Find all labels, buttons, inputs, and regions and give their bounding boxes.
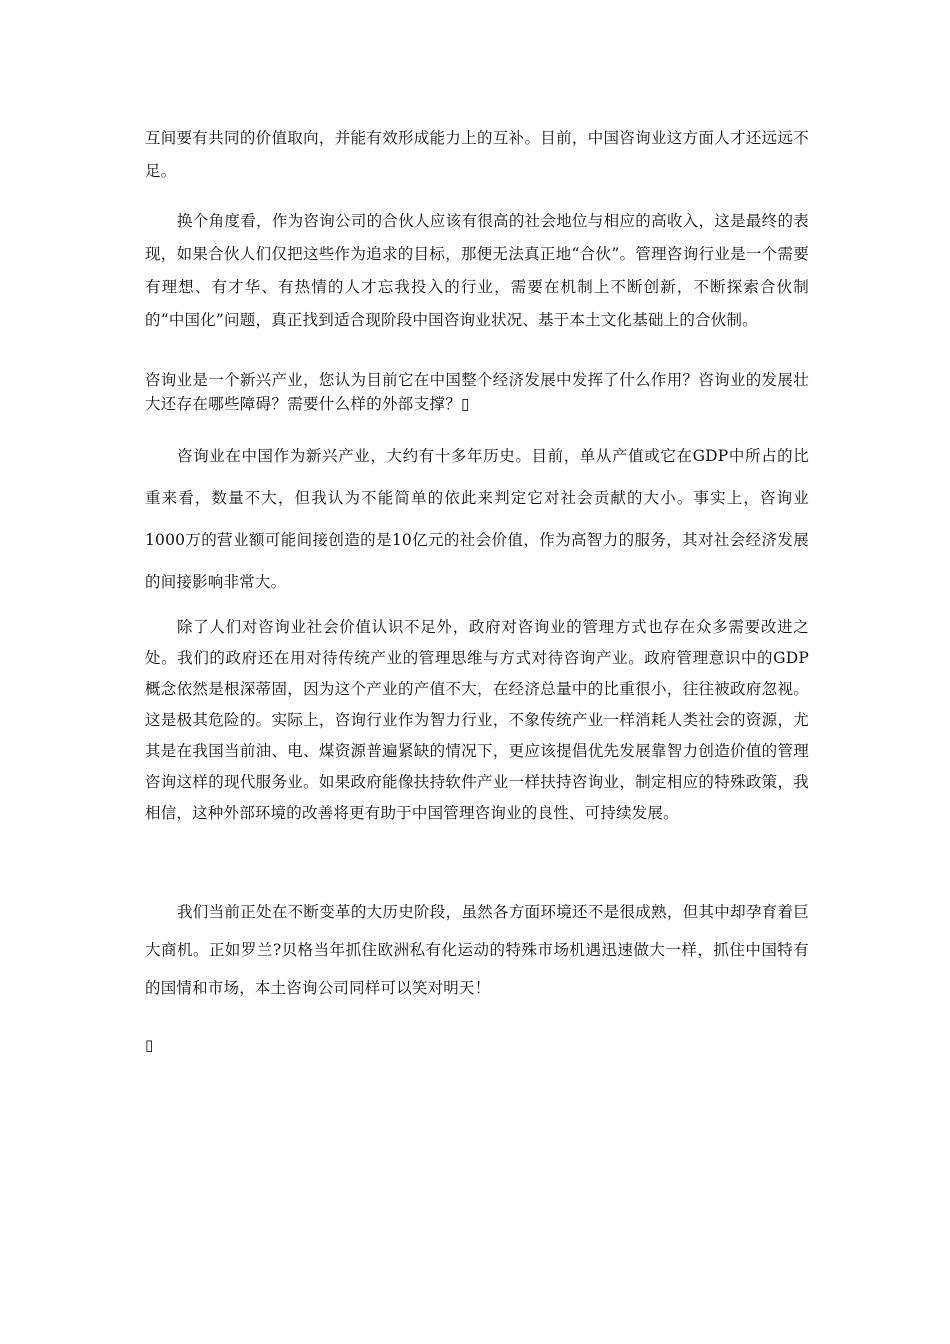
paragraph-talent-gap [145,122,809,188]
paragraph-text: 咨询业在中国作为新兴产业，大约有十多年历史。目前，单从产值或它在GDP中所占的比重来看，数量不大，但我认为不能简单的依此来判定它对社会贡献的大小。事实上，咨询业1000万的营业额可能间接创造的是10亿元的社会价值，作为高智力的服务，其对社会经济发展的间接影响非常大。 [145,447,809,591]
paragraph-government-policy [145,612,809,829]
paragraph-industry-role [145,435,809,603]
missing-glyph-icon: ▯ [145,1036,154,1054]
paragraph-text: 我们当前正处在不断变革的大历史阶段，虽然各方面环境还不是很成熟，但其中却孕育着巨大商机。正如罗兰?贝格当年抓住欧洲私有化运动的特殊市场机遇迅速做大一样，抓住中国特有的国情和市场，本土咨询公司同样可以笑对明天！ [145,903,809,997]
missing-glyph-icon: ▯ [461,395,470,413]
paragraph-opportunity [145,893,809,1007]
paragraph-partnership [145,205,809,337]
paragraph-text: 除了人们对咨询业社会价值认识不足外，政府对咨询业的管理方式也存在众多需要改进之处。我们的政府还在用对待传统产业的管理思维与方式对待咨询产业。政府管理意识中的GDP 概念依然是根深蒂固，因为这个产业的产值不大，在经济总量中的比重很小，往往被政府忽视。这是极其危险的。实际上，咨询行业作为智力行业，不象传统产业一样消耗人类社会的资源，尤其是在我国当前油、电、煤资源普遍紧缺的情况下，更应该提倡优先发展靠智力创造价值的管理咨询这样的现代服务业。如果政府能像扶持软件产业一样扶持咨询业，制定相应的特殊政策，我相信，这种外部环境的改善将更有助于中国管理咨询业的良性、可持续发展。 [145,618,809,822]
interview-question [145,368,809,416]
question-text: 咨询业是一个新兴产业，您认为目前它在中国整个经济发展中发挥了什么作用？咨询业的发展壮大还存在哪些障碍？需要什么样的外部支撑？ [145,371,809,413]
paragraph-text: 换个角度看，作为咨询公司的合伙人应该有很高的社会地位与相应的高收入，这是最终的表现，如果合伙人们仅把这些作为追求的目标，那便无法真正地“合伙”。管理咨询行业是一个需要有理想、有才华、有热情的人才忘我投入的行业，需要在机制上不断创新，不断探索合伙制的“中国化”问题，真正找到适合现阶段中国咨询业状况、基于本土文化基础上的合伙制。 [145,212,809,329]
paragraph-text: 互间要有共同的价值取向，并能有效形成能力上的互补。目前，中国咨询业这方面人才还远远不足。 [145,129,809,180]
